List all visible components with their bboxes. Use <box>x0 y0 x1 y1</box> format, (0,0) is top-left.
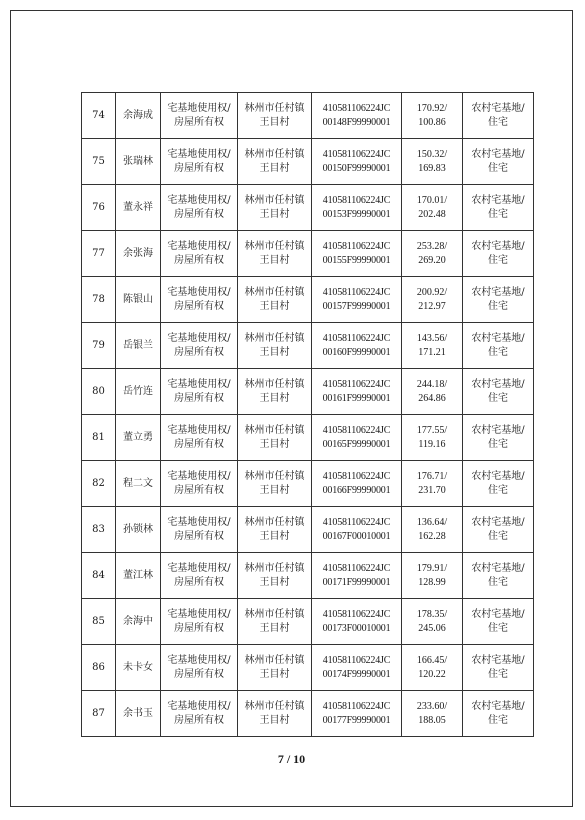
location-cell <box>238 599 312 645</box>
area-cell-line: 120.22 <box>418 668 446 680</box>
row-number-cell: 84 <box>82 553 116 599</box>
location-cell-line: 王目村 <box>259 162 290 174</box>
right-type-cell <box>161 553 238 599</box>
right-type-cell-line: 宅基地使用权/ <box>167 654 231 666</box>
unit-code-cell-line: 00157F99990001 <box>322 300 391 312</box>
right-type-cell-line: 宅基地使用权/ <box>167 102 231 114</box>
area-cell <box>402 231 463 277</box>
usage-cell-line: 住宅 <box>488 162 508 174</box>
row-number-cell: 87 <box>82 691 116 737</box>
usage-cell <box>463 461 534 507</box>
right-type-cell-line: 房屋所有权 <box>174 116 224 128</box>
location-cell-line: 林州市任村镇 <box>244 286 305 298</box>
area-cell-line: 177.55/ <box>416 424 448 436</box>
usage-cell-line: 住宅 <box>488 714 508 726</box>
area-cell <box>402 93 463 139</box>
usage-cell <box>463 231 534 277</box>
table-row <box>82 599 534 645</box>
unit-code-cell-line: 410581106224JC <box>322 608 391 620</box>
owner-name-cell: 余海中 <box>116 599 161 645</box>
area-cell <box>402 691 463 737</box>
row-number-cell: 78 <box>82 277 116 323</box>
unit-code-cell-line: 00160F99990001 <box>322 346 391 358</box>
location-cell <box>238 93 312 139</box>
location-cell-line: 林州市任村镇 <box>244 332 305 344</box>
area-cell-line: 162.28 <box>418 530 446 542</box>
location-cell-line: 林州市任村镇 <box>244 102 305 114</box>
area-cell <box>402 369 463 415</box>
owner-name-cell: 余书玉 <box>116 691 161 737</box>
area-cell-line: 269.20 <box>418 254 446 266</box>
row-number-cell: 86 <box>82 645 116 691</box>
location-cell-line: 林州市任村镇 <box>244 700 305 712</box>
usage-cell <box>463 599 534 645</box>
usage-cell <box>463 645 534 691</box>
location-cell-line: 王目村 <box>259 254 290 266</box>
usage-cell-line: 住宅 <box>488 254 508 266</box>
table-row <box>82 645 534 691</box>
area-cell <box>402 553 463 599</box>
unit-code-cell-line: 00150F99990001 <box>322 162 391 174</box>
right-type-cell <box>161 369 238 415</box>
area-cell <box>402 323 463 369</box>
unit-code-cell <box>312 645 402 691</box>
location-cell <box>238 277 312 323</box>
right-type-cell-line: 房屋所有权 <box>174 346 224 358</box>
usage-cell <box>463 277 534 323</box>
location-cell-line: 林州市任村镇 <box>244 516 305 528</box>
unit-code-cell-line: 410581106224JC <box>322 148 391 160</box>
usage-cell-line: 住宅 <box>488 208 508 220</box>
area-cell-line: 170.01/ <box>416 194 448 206</box>
unit-code-cell-line: 410581106224JC <box>322 654 391 666</box>
right-type-cell <box>161 323 238 369</box>
location-cell-line: 王目村 <box>259 116 290 128</box>
area-cell-line: 143.56/ <box>416 332 448 344</box>
row-number-cell: 74 <box>82 93 116 139</box>
right-type-cell-line: 房屋所有权 <box>174 714 224 726</box>
right-type-cell <box>161 231 238 277</box>
unit-code-cell <box>312 277 402 323</box>
unit-code-cell <box>312 369 402 415</box>
usage-cell-line: 农村宅基地/ <box>471 102 525 114</box>
owner-name-cell: 陈银山 <box>116 277 161 323</box>
unit-code-cell <box>312 599 402 645</box>
area-cell-line: 200.92/ <box>416 286 448 298</box>
table-row <box>82 323 534 369</box>
usage-cell-line: 住宅 <box>488 530 508 542</box>
usage-cell-line: 住宅 <box>488 668 508 680</box>
unit-code-cell-line: 410581106224JC <box>322 102 391 114</box>
area-cell-line: 119.16 <box>418 438 446 450</box>
area-cell-line: 244.18/ <box>416 378 448 390</box>
usage-cell-line: 住宅 <box>488 346 508 358</box>
unit-code-cell <box>312 553 402 599</box>
area-cell-line: 264.86 <box>418 392 446 404</box>
location-cell-line: 林州市任村镇 <box>244 378 305 390</box>
right-type-cell-line: 房屋所有权 <box>174 208 224 220</box>
unit-code-cell-line: 00174F99990001 <box>322 668 391 680</box>
row-number-cell: 79 <box>82 323 116 369</box>
location-cell-line: 王目村 <box>259 208 290 220</box>
area-cell-line: 178.35/ <box>416 608 448 620</box>
area-cell <box>402 599 463 645</box>
table-row <box>82 691 534 737</box>
unit-code-cell-line: 00171F99990001 <box>322 576 391 588</box>
unit-code-cell-line: 410581106224JC <box>322 240 391 252</box>
unit-code-cell-line: 410581106224JC <box>322 332 391 344</box>
usage-cell-line: 农村宅基地/ <box>471 332 525 344</box>
owner-name-cell: 岳竹连 <box>116 369 161 415</box>
unit-code-cell-line: 410581106224JC <box>322 424 391 436</box>
right-type-cell-line: 宅基地使用权/ <box>167 148 231 160</box>
right-type-cell-line: 宅基地使用权/ <box>167 286 231 298</box>
location-cell-line: 王目村 <box>259 484 290 496</box>
location-cell-line: 王目村 <box>259 392 290 404</box>
right-type-cell-line: 房屋所有权 <box>174 254 224 266</box>
usage-cell-line: 农村宅基地/ <box>471 194 525 206</box>
right-type-cell <box>161 599 238 645</box>
usage-cell <box>463 507 534 553</box>
location-cell-line: 林州市任村镇 <box>244 240 305 252</box>
right-type-cell-line: 房屋所有权 <box>174 438 224 450</box>
location-cell-line: 王目村 <box>259 714 290 726</box>
usage-cell-line: 住宅 <box>488 622 508 634</box>
location-cell-line: 林州市任村镇 <box>244 194 305 206</box>
location-cell <box>238 415 312 461</box>
location-cell <box>238 645 312 691</box>
row-number-cell: 80 <box>82 369 116 415</box>
owner-name-cell: 董江林 <box>116 553 161 599</box>
area-cell-line: 166.45/ <box>416 654 448 666</box>
owner-name-cell: 董立勇 <box>116 415 161 461</box>
usage-cell-line: 农村宅基地/ <box>471 654 525 666</box>
right-type-cell-line: 房屋所有权 <box>174 300 224 312</box>
location-cell <box>238 553 312 599</box>
location-cell-line: 林州市任村镇 <box>244 608 305 620</box>
right-type-cell <box>161 277 238 323</box>
table-row <box>82 185 534 231</box>
location-cell <box>238 231 312 277</box>
unit-code-cell <box>312 323 402 369</box>
table-row <box>82 139 534 185</box>
usage-cell <box>463 415 534 461</box>
area-cell-line: 233.60/ <box>416 700 448 712</box>
usage-cell <box>463 691 534 737</box>
table-row <box>82 93 534 139</box>
owner-name-cell: 张瑞林 <box>116 139 161 185</box>
usage-cell-line: 农村宅基地/ <box>471 286 525 298</box>
location-cell <box>238 691 312 737</box>
row-number-cell: 81 <box>82 415 116 461</box>
location-cell-line: 王目村 <box>259 622 290 634</box>
owner-name-cell: 余张海 <box>116 231 161 277</box>
table-row <box>82 461 534 507</box>
area-cell-line: 170.92/ <box>416 102 448 114</box>
usage-cell <box>463 185 534 231</box>
location-cell-line: 王目村 <box>259 438 290 450</box>
area-cell <box>402 645 463 691</box>
area-cell-line: 253.28/ <box>416 240 448 252</box>
right-type-cell-line: 宅基地使用权/ <box>167 608 231 620</box>
row-number-cell: 82 <box>82 461 116 507</box>
usage-cell-line: 农村宅基地/ <box>471 516 525 528</box>
area-cell-line: 202.48 <box>418 208 446 220</box>
usage-cell <box>463 93 534 139</box>
property-rights-table <box>81 92 534 737</box>
area-cell-line: 171.21 <box>418 346 446 358</box>
location-cell <box>238 185 312 231</box>
area-cell-line: 176.71/ <box>416 470 448 482</box>
usage-cell-line: 农村宅基地/ <box>471 608 525 620</box>
usage-cell-line: 农村宅基地/ <box>471 470 525 482</box>
right-type-cell-line: 宅基地使用权/ <box>167 240 231 252</box>
owner-name-cell: 程二文 <box>116 461 161 507</box>
usage-cell-line: 住宅 <box>488 576 508 588</box>
owner-name-cell: 董永祥 <box>116 185 161 231</box>
unit-code-cell-line: 00166F99990001 <box>322 484 391 496</box>
location-cell-line: 林州市任村镇 <box>244 654 305 666</box>
area-cell-line: 136.64/ <box>416 516 448 528</box>
row-number-cell: 77 <box>82 231 116 277</box>
right-type-cell <box>161 645 238 691</box>
unit-code-cell-line: 00177F99990001 <box>322 714 391 726</box>
area-cell-line: 231.70 <box>418 484 446 496</box>
area-cell-line: 169.83 <box>418 162 446 174</box>
right-type-cell <box>161 185 238 231</box>
right-type-cell <box>161 691 238 737</box>
owner-name-cell: 岳银兰 <box>116 323 161 369</box>
page-number: 7 / 10 <box>277 752 306 766</box>
location-cell-line: 王目村 <box>259 530 290 542</box>
area-cell-line: 150.32/ <box>416 148 448 160</box>
right-type-cell-line: 房屋所有权 <box>174 530 224 542</box>
area-cell-line: 188.05 <box>418 714 446 726</box>
usage-cell-line: 住宅 <box>488 484 508 496</box>
row-number-cell: 75 <box>82 139 116 185</box>
unit-code-cell-line: 410581106224JC <box>322 700 391 712</box>
unit-code-cell <box>312 139 402 185</box>
unit-code-cell-line: 00153F99990001 <box>322 208 391 220</box>
location-cell <box>238 461 312 507</box>
area-cell-line: 128.99 <box>418 576 446 588</box>
usage-cell-line: 农村宅基地/ <box>471 562 525 574</box>
location-cell <box>238 323 312 369</box>
right-type-cell <box>161 507 238 553</box>
location-cell-line: 王目村 <box>259 668 290 680</box>
right-type-cell-line: 房屋所有权 <box>174 484 224 496</box>
document-page <box>10 10 573 807</box>
table-row <box>82 415 534 461</box>
location-cell <box>238 369 312 415</box>
area-cell <box>402 139 463 185</box>
location-cell-line: 林州市任村镇 <box>244 470 305 482</box>
owner-name-cell: 余海成 <box>116 93 161 139</box>
unit-code-cell-line: 410581106224JC <box>322 194 391 206</box>
right-type-cell-line: 房屋所有权 <box>174 622 224 634</box>
owner-name-cell: 未卡女 <box>116 645 161 691</box>
table-row <box>82 553 534 599</box>
owner-name-cell: 孙锁林 <box>116 507 161 553</box>
right-type-cell <box>161 93 238 139</box>
unit-code-cell <box>312 461 402 507</box>
location-cell <box>238 507 312 553</box>
unit-code-cell <box>312 93 402 139</box>
table-body <box>82 93 534 737</box>
unit-code-cell-line: 00161F99990001 <box>322 392 391 404</box>
usage-cell-line: 农村宅基地/ <box>471 700 525 712</box>
location-cell-line: 王目村 <box>259 576 290 588</box>
right-type-cell <box>161 139 238 185</box>
unit-code-cell <box>312 507 402 553</box>
usage-cell-line: 住宅 <box>488 392 508 404</box>
usage-cell-line: 农村宅基地/ <box>471 148 525 160</box>
usage-cell-line: 住宅 <box>488 116 508 128</box>
usage-cell-line: 农村宅基地/ <box>471 424 525 436</box>
right-type-cell-line: 房屋所有权 <box>174 576 224 588</box>
right-type-cell-line: 宅基地使用权/ <box>167 562 231 574</box>
right-type-cell <box>161 415 238 461</box>
unit-code-cell-line: 00148F99990001 <box>322 116 391 128</box>
area-cell <box>402 415 463 461</box>
row-number-cell: 83 <box>82 507 116 553</box>
area-cell <box>402 461 463 507</box>
usage-cell <box>463 369 534 415</box>
right-type-cell-line: 宅基地使用权/ <box>167 378 231 390</box>
area-cell-line: 100.86 <box>418 116 446 128</box>
right-type-cell-line: 宅基地使用权/ <box>167 700 231 712</box>
area-cell <box>402 507 463 553</box>
location-cell-line: 王目村 <box>259 300 290 312</box>
usage-cell <box>463 139 534 185</box>
location-cell-line: 林州市任村镇 <box>244 424 305 436</box>
unit-code-cell-line: 410581106224JC <box>322 378 391 390</box>
unit-code-cell <box>312 185 402 231</box>
unit-code-cell-line: 410581106224JC <box>322 286 391 298</box>
right-type-cell-line: 房屋所有权 <box>174 668 224 680</box>
right-type-cell <box>161 461 238 507</box>
table-row <box>82 369 534 415</box>
table-row <box>82 507 534 553</box>
right-type-cell-line: 房屋所有权 <box>174 392 224 404</box>
location-cell <box>238 139 312 185</box>
usage-cell-line: 农村宅基地/ <box>471 378 525 390</box>
table-row <box>82 277 534 323</box>
area-cell-line: 212.97 <box>418 300 446 312</box>
right-type-cell-line: 宅基地使用权/ <box>167 194 231 206</box>
location-cell-line: 王目村 <box>259 346 290 358</box>
usage-cell-line: 住宅 <box>488 300 508 312</box>
right-type-cell-line: 宅基地使用权/ <box>167 470 231 482</box>
unit-code-cell-line: 410581106224JC <box>322 470 391 482</box>
right-type-cell-line: 宅基地使用权/ <box>167 424 231 436</box>
row-number-cell: 76 <box>82 185 116 231</box>
unit-code-cell-line: 410581106224JC <box>322 562 391 574</box>
unit-code-cell-line: 00173F00010001 <box>322 622 391 634</box>
unit-code-cell-line: 00165F99990001 <box>322 438 391 450</box>
usage-cell-line: 农村宅基地/ <box>471 240 525 252</box>
unit-code-cell-line: 410581106224JC <box>322 516 391 528</box>
right-type-cell-line: 宅基地使用权/ <box>167 332 231 344</box>
right-type-cell-line: 宅基地使用权/ <box>167 516 231 528</box>
usage-cell <box>463 323 534 369</box>
unit-code-cell <box>312 231 402 277</box>
unit-code-cell-line: 00167F00010001 <box>322 530 391 542</box>
area-cell-line: 245.06 <box>418 622 446 634</box>
area-cell <box>402 185 463 231</box>
row-number-cell: 85 <box>82 599 116 645</box>
unit-code-cell <box>312 415 402 461</box>
usage-cell <box>463 553 534 599</box>
area-cell <box>402 277 463 323</box>
location-cell-line: 林州市任村镇 <box>244 148 305 160</box>
area-cell-line: 179.91/ <box>416 562 448 574</box>
unit-code-cell <box>312 691 402 737</box>
location-cell-line: 林州市任村镇 <box>244 562 305 574</box>
table-row <box>82 231 534 277</box>
usage-cell-line: 住宅 <box>488 438 508 450</box>
unit-code-cell-line: 00155F99990001 <box>322 254 391 266</box>
right-type-cell-line: 房屋所有权 <box>174 162 224 174</box>
